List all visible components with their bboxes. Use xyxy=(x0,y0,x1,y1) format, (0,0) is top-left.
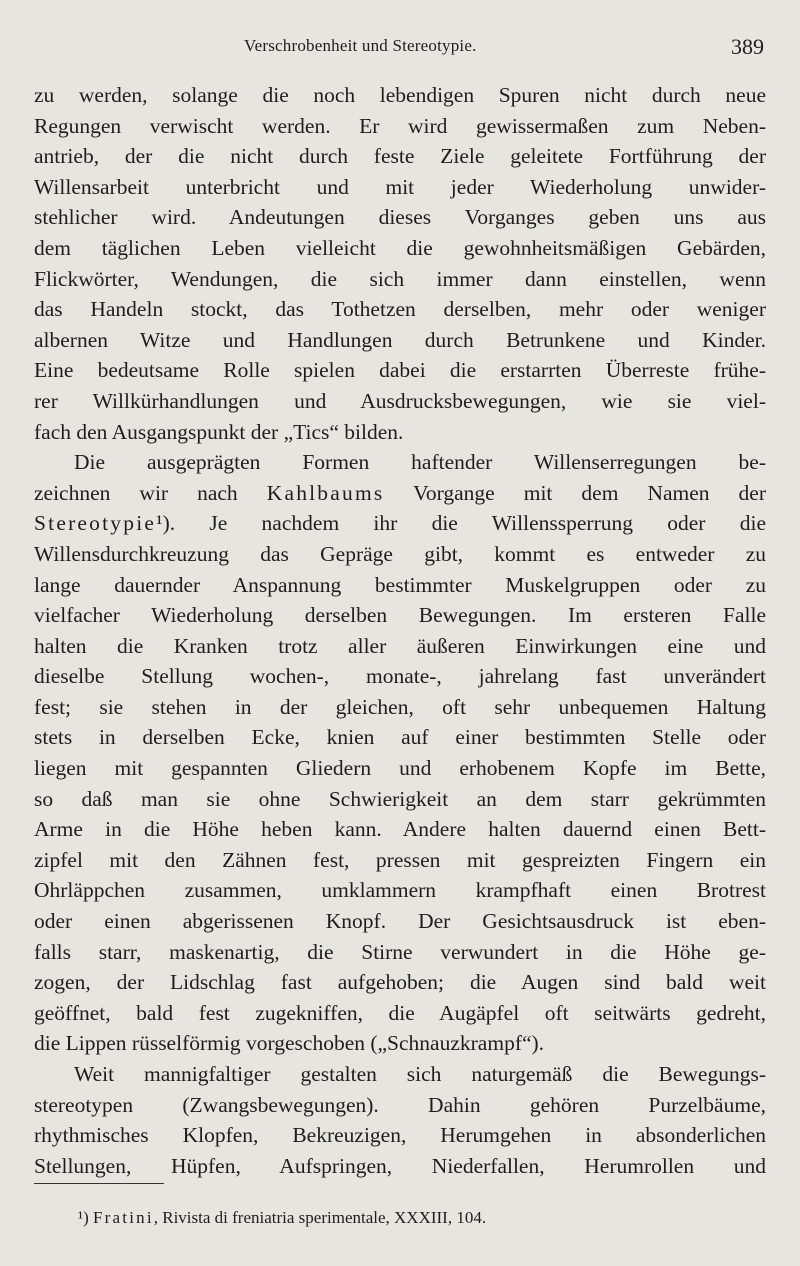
text-line: Regungen verwischt werden. Er wird gewissermaßen zum Neben- xyxy=(34,113,766,138)
text-line: geöffnet, bald fest zugekniffen, die Augäpfel oft seitwärts gedreht, xyxy=(34,1000,766,1025)
text-line: falls starr, maskenartig, die Stirne verwundert in die Höhe ge- xyxy=(34,939,766,964)
text-line: stereotypen (Zwangsbewegungen). Dahin gehören Purzelbäume, xyxy=(34,1092,766,1117)
text-line: Eine bedeutsame Rolle spielen dabei die erstarrten Überreste frühe- xyxy=(34,358,766,383)
text-line: zipfel mit den Zähnen fest, pressen mit gespreizten Fingern ein xyxy=(34,847,766,872)
text-line: liegen mit gespannten Gliedern und erhobenem Kopfe im Bette, xyxy=(34,756,766,781)
text-line: Flickwörter, Wendungen, die sich immer dann einstellen, wenn xyxy=(34,266,766,291)
line-text: Vorgange mit dem Namen der xyxy=(384,480,766,505)
text-line: Stellungen, Hüpfen, Aufspringen, Niederfallen, Herumrollen und xyxy=(34,1153,766,1178)
text-line: stets in derselben Ecke, knien auf einer bestimmten Stelle oder xyxy=(34,725,766,750)
text-line: Willensdurchkreuzung das Gepräge gibt, kommt es entweder zu xyxy=(34,541,766,566)
text-line: zogen, der Lidschlag fast aufgehoben; die Augen sind bald weit xyxy=(34,970,766,995)
text-line: rhythmisches Klopfen, Bekreuzigen, Herumgehen in absonderlichen xyxy=(34,1123,766,1148)
paragraph-end-line: fach den Ausgangspunkt der „Tics“ bilden. xyxy=(34,419,404,444)
paragraph-start-line: Die ausgeprägten Formen haftender Willenserregungen be- xyxy=(74,450,766,475)
text-line: Willensarbeit unterbricht und mit jeder Wiederholung unwider- xyxy=(34,174,766,199)
text-line: zu werden, solange die noch lebendigen Spuren nicht durch neue xyxy=(34,83,766,107)
text-line: stehlicher wird. Andeutungen dieses Vorganges geben uns aus xyxy=(34,205,766,230)
footnote xyxy=(78,1208,486,1228)
text-line: oder einen abgerissenen Knopf. Der Gesichtsausdruck ist eben- xyxy=(34,909,766,934)
text-line: fest; sie stehen in der gleichen, oft sehr unbequemen Haltung xyxy=(34,694,766,719)
running-header xyxy=(34,34,764,64)
spaced-name-kahlbaum: Kahlbaums xyxy=(266,480,385,505)
footnote-author: Fratini xyxy=(93,1208,154,1227)
text-line: rer Willkürhandlungen und Ausdrucksbewegungen, wie sie viel- xyxy=(34,388,766,413)
text-line: das Handeln stockt, das Tothetzen derselben, mehr oder weniger xyxy=(34,297,766,322)
page-number: 389 xyxy=(731,34,764,59)
text-line: albernen Witze und Handlungen durch Betrunkene und Kinder. xyxy=(34,327,766,352)
body-text xyxy=(34,80,766,1181)
footnote-divider xyxy=(34,1183,164,1184)
text-line: Ohrläppchen zusammen, umklammern krampfhaft einen Brotrest xyxy=(34,878,766,903)
text-line: Arme in die Höhe heben kann. Andere halten dauernd einen Bett- xyxy=(34,817,766,842)
paragraph-end-line: die Lippen rüsselförmig vorgeschoben („Schnauzkrampf“). xyxy=(34,1031,545,1056)
line-text: zeichnen wir nach xyxy=(34,480,267,505)
text-line: so daß man sie ohne Schwierigkeit an dem starr gekrümmten xyxy=(34,786,766,811)
text-line xyxy=(34,508,766,539)
paragraph-start-line: Weit mannigfaltiger gestalten sich naturgemäß die Bewegungs- xyxy=(74,1062,766,1086)
running-title: Verschrobenheit und Stereotypie. xyxy=(244,36,477,55)
text-line: antrieb, der die nicht durch feste Ziele geleitete Fortführung der xyxy=(34,144,766,169)
text-line: dieselbe Stellung wochen-, monate-, jahrelang fast unverändert xyxy=(34,664,766,689)
line-text: ¹). Je nachdem ihr die Willenssperrung oder die xyxy=(156,511,766,536)
footnote-marker: ¹) xyxy=(78,1208,89,1227)
text-line: dem täglichen Leben vielleicht die gewohnheitsmäßigen Gebärden, xyxy=(34,235,766,260)
text-line: vielfacher Wiederholung derselben Bewegungen. Im ersteren Falle xyxy=(34,603,766,628)
spaced-term-stereotypie: Stereotypie xyxy=(34,511,157,536)
text-line xyxy=(34,478,766,509)
text-line: lange dauernder Anspannung bestimmter Muskelgruppen oder zu xyxy=(34,572,766,597)
text-line: halten die Kranken trotz aller äußeren Einwirkungen eine und xyxy=(34,633,766,658)
footnote-text: , Rivista di freniatria sperimentale, XXXIII, 104. xyxy=(153,1208,487,1227)
